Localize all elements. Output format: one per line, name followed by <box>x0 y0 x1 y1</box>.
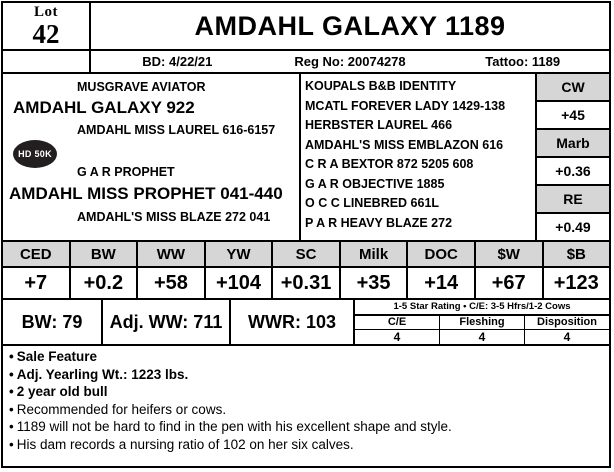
ancestor-6: G A R OBJECTIVE 1885 <box>305 176 445 191</box>
lot-number: 42 <box>32 18 60 49</box>
carcass-value-marb: +0.36 <box>537 158 609 186</box>
epd-column-b-index <box>544 242 610 298</box>
tattoo: Tattoo: 1189 <box>485 54 561 69</box>
note-text: His dam records a nursing ratio of 102 on her six calves. <box>16 436 354 452</box>
bullet-icon: • <box>9 401 14 417</box>
ancestor-8: P A R HEAVY BLAZE 272 <box>305 215 453 230</box>
star-rating-value-fleshing: 4 <box>440 330 525 344</box>
info-row <box>3 51 609 74</box>
epd-column-milk <box>341 242 409 298</box>
lot-label: Lot <box>34 3 58 20</box>
epd-column-w-index <box>476 242 544 298</box>
epd-header-doc: DOC <box>408 242 474 268</box>
star-rating-value-ce: 4 <box>355 330 440 344</box>
hd50k-badge: HD 50K <box>13 140 57 168</box>
epd-header-yw: YW <box>206 242 272 268</box>
dam-dam: AMDAHL'S MISS BLAZE 272 041 <box>77 210 271 224</box>
note-item <box>9 383 603 401</box>
epd-table <box>3 242 609 300</box>
epd-header-w-index: $W <box>476 242 542 268</box>
epd-value-yw: +104 <box>215 271 261 294</box>
lot-box <box>3 3 91 49</box>
epd-value-ced: +7 <box>24 271 48 294</box>
star-rating-headers <box>355 316 609 330</box>
birth-weight: BW: 79 <box>3 300 103 344</box>
star-rating-header-disposition: Disposition <box>537 316 597 329</box>
star-rating-header-fleshing: Fleshing <box>440 316 525 329</box>
bullet-icon: • <box>9 349 14 364</box>
birth-date: BD: 4/22/21 <box>142 54 213 69</box>
epd-value-b-index: +123 <box>553 271 599 294</box>
star-rating-values <box>355 330 609 344</box>
notes-section <box>3 346 609 453</box>
epd-header-bw: BW <box>71 242 137 268</box>
bullet-icon: • <box>9 419 14 434</box>
note-item <box>9 366 603 384</box>
star-rating-table <box>355 300 609 344</box>
epd-header-ced: CED <box>3 242 69 268</box>
bullet-icon: • <box>9 384 14 399</box>
epd-column-bw <box>71 242 139 298</box>
epd-value-milk: +35 <box>356 271 391 294</box>
epd-value-doc: +14 <box>424 271 459 294</box>
sire-dam: AMDAHL MISS LAUREL 616-6157 <box>77 123 276 137</box>
pedigree-section <box>3 74 609 242</box>
sire: AMDAHL GALAXY 922 <box>13 98 195 117</box>
carcass-label-re: RE <box>537 186 609 214</box>
ancestor-5: C R A BEXTOR 872 5205 608 <box>305 157 474 171</box>
note-item <box>9 401 603 419</box>
epd-header-sc: SC <box>273 242 339 268</box>
pedigree-third-generation <box>301 74 537 240</box>
epd-value-bw: +0.2 <box>83 271 124 294</box>
header <box>3 3 609 51</box>
note-text: 2 year old bull <box>16 384 108 399</box>
bullet-icon: • <box>9 366 14 382</box>
title-box <box>91 3 609 49</box>
registration-number: Reg No: 20074278 <box>294 54 406 69</box>
carcass-value-re: +0.49 <box>555 219 591 235</box>
note-text: Sale Feature <box>16 349 98 364</box>
epd-column-ced <box>3 242 71 298</box>
grand-sire-dam: G A R PROPHET <box>77 165 175 179</box>
note-item <box>9 418 603 436</box>
star-rating-value-disposition: 4 <box>563 330 571 344</box>
epd-column-doc <box>408 242 476 298</box>
carcass-panel <box>537 74 609 240</box>
epd-value-sc: +0.31 <box>280 271 332 294</box>
epd-value-ww: +58 <box>153 271 188 294</box>
grand-sire-sire: MUSGRAVE AVIATOR <box>77 80 206 94</box>
info-spacer <box>3 51 91 72</box>
pedigree-parents <box>3 74 301 240</box>
epd-value-w-index: +67 <box>491 271 526 294</box>
weights-row <box>3 300 609 346</box>
ancestor-7: O C C LINEBRED 661L <box>305 196 440 210</box>
note-text: Adj. Yearling Wt.: 1223 lbs. <box>16 366 189 382</box>
page-title: AMDAHL GALAXY 1189 <box>194 10 506 41</box>
ancestor-2: MCATL FOREVER LADY 1429-138 <box>305 98 506 113</box>
weights-group <box>3 300 355 344</box>
star-rating-note: 1-5 Star Rating • C/E: 3-5 Hfrs/1-2 Cows <box>355 300 609 316</box>
epd-header-b-index: $B <box>544 242 610 268</box>
carcass-value-cw: +45 <box>537 102 609 130</box>
adjusted-weaning-weight: Adj. WW: 711 <box>103 300 231 344</box>
weaning-weight-ratio: WWR: 103 <box>247 311 336 332</box>
note-text: Recommended for heifers or cows. <box>16 401 227 417</box>
ancestor-3: HERBSTER LAUREL 466 <box>305 118 453 132</box>
epd-header-ww: WW <box>138 242 204 268</box>
epd-column-yw <box>206 242 274 298</box>
epd-column-ww <box>138 242 206 298</box>
star-rating-header-ce: C/E <box>355 316 440 329</box>
note-item <box>9 348 603 366</box>
epd-header-milk: Milk <box>341 242 407 268</box>
epd-column-sc <box>273 242 341 298</box>
ancestor-1: KOUPALS B&B IDENTITY <box>305 79 457 93</box>
lot-card <box>1 1 611 468</box>
note-item <box>9 436 603 454</box>
note-text: 1189 will not be hard to find in the pen with his excellent shape and style. <box>16 419 452 434</box>
carcass-label-marb: Marb <box>537 130 609 158</box>
dam: AMDAHL MISS PROPHET 041-440 <box>9 184 283 203</box>
bullet-icon: • <box>9 436 14 452</box>
carcass-label-cw: CW <box>537 74 609 102</box>
ancestor-4: AMDAHL'S MISS EMBLAZON 616 <box>305 137 504 152</box>
